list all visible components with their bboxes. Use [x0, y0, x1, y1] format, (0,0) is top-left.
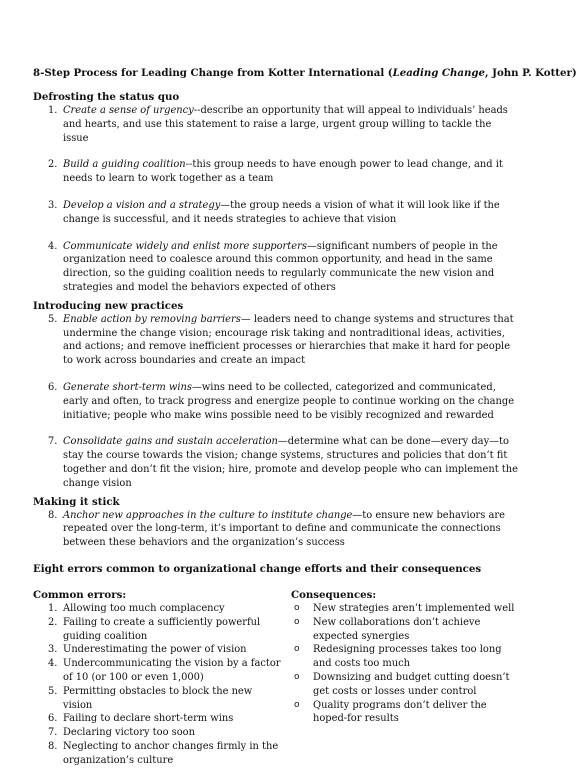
errors-columns [33, 588, 518, 768]
error-text: Allowing too much complacency [63, 602, 225, 614]
error-text: Underestimating the power of vision [63, 644, 247, 656]
consequences-list [291, 602, 519, 726]
errors-heading: Eight errors common to organizational change efforts and their consequences [33, 562, 482, 575]
step-lead: Develop a vision and a strategy [63, 199, 221, 211]
section-heading-making-it-stick: Making it stick [33, 495, 120, 508]
error-item [33, 643, 283, 657]
consequence-text: Quality programs don’t deliver the hoped-for results [313, 699, 487, 725]
step-lead: Anchor new approaches in the culture to institute change [63, 509, 353, 521]
step-text: — leaders need to change systems and structures that undermine the change vision; encourage risk taking and nontraditional ideas, activities, and actions; and remove inefficient processes or hierarchies that make it hard for people to work across boundaries and create an impact [63, 313, 514, 367]
consequence-item [291, 699, 519, 727]
common-errors-column [33, 588, 283, 768]
step-item [33, 435, 518, 490]
step-item [33, 158, 518, 186]
step-item [33, 313, 518, 368]
error-number: 5. [48, 685, 58, 697]
section-heading-introducing: Introducing new practices [33, 299, 184, 312]
consequence-item [291, 643, 519, 671]
step-text: --this group needs to have enough power to lead change, and it needs to learn to work together as a team [63, 159, 503, 185]
consequence-item [291, 602, 519, 616]
error-item [33, 712, 283, 726]
title-book: Leading Change [392, 67, 486, 79]
step-lead: Enable action by removing barriers [63, 313, 241, 325]
document-title [33, 66, 577, 80]
consequences-column [291, 588, 519, 726]
step-number: 1. [48, 105, 58, 116]
error-item [33, 616, 283, 644]
error-item [33, 602, 283, 616]
error-number: 3. [48, 644, 58, 656]
bullet-icon: o [294, 699, 300, 710]
step-number: 7. [48, 436, 58, 448]
error-text: Declaring victory too soon [63, 727, 195, 739]
common-errors-heading: Common errors: [33, 588, 127, 601]
consequence-text: Redesigning processes takes too long and costs too much [313, 644, 502, 670]
steps-list-making-it-stick [33, 509, 518, 550]
step-lead: Build a guiding coalition [63, 159, 186, 171]
error-number: 7. [48, 727, 58, 739]
consequence-item [291, 616, 519, 644]
step-number: 2. [48, 159, 58, 171]
steps-list-defrosting [33, 104, 518, 295]
common-errors-list [33, 602, 283, 768]
bullet-icon: o [294, 602, 300, 613]
step-item [33, 199, 518, 227]
error-text: Permitting obstacles to block the new vision [63, 685, 253, 711]
error-number: 1. [48, 602, 58, 614]
consequence-text: New collaborations don’t achieve expected synergies [313, 616, 481, 642]
consequence-item [291, 671, 519, 699]
bullet-icon: o [294, 671, 300, 682]
step-lead: Create a sense of urgency [63, 105, 194, 116]
step-item [33, 240, 518, 295]
error-number: 6. [48, 713, 58, 725]
step-text: --describe an opportunity that will appeal to individuals’ heads and hearts, and use this statement to raise a large, urgent group willing to tackle the issue [63, 105, 508, 144]
error-text: Neglecting to anchor changes firmly in the organization’s culture [63, 740, 279, 766]
consequences-heading: Consequences: [291, 588, 377, 601]
error-number: 4. [48, 658, 58, 670]
consequence-text: New strategies aren’t implemented well [313, 602, 515, 614]
step-item [33, 509, 518, 550]
step-item [33, 381, 518, 422]
error-text: Failing to create a sufficiently powerful guiding coalition [63, 616, 261, 642]
step-number: 3. [48, 199, 58, 211]
step-lead: Generate short-term wins [63, 381, 192, 393]
step-text: —significant numbers of people in the organization need to coalesce around this common opportunity, and head in the same direction, so the guiding coalition needs to regularly communicate the new vision and strategies and model the behaviors expected of others [63, 240, 498, 293]
error-number: 2. [48, 616, 58, 628]
step-number: 4. [48, 240, 58, 252]
step-lead: Communicate widely and enlist more supporters [63, 240, 307, 252]
error-item [33, 657, 283, 685]
bullet-icon: o [294, 616, 300, 627]
step-number: 5. [48, 313, 58, 325]
step-number: 6. [48, 381, 58, 393]
error-item [33, 726, 283, 740]
consequence-text: Downsizing and budget cutting doesn’t get costs or losses under control [313, 671, 510, 697]
step-text: —determine what can be done—every day—to stay the course towards the vision; change systems, structures and policies that don’t fit together and don’t fit the vision; hire, promote and develop people who can implement the change vision [63, 436, 518, 489]
error-item [33, 685, 283, 713]
step-item [33, 104, 518, 145]
error-text: Undercommunicating the vision by a factor of 10 (or 100 or even 1,000) [63, 658, 281, 683]
step-text: —the group needs a vision of what it will look like if the change is successful, and it needs strategies to achieve that vision [63, 199, 500, 225]
title-prefix: 8-Step Process for Leading Change from Kotter International ( [33, 67, 393, 79]
bullet-icon: o [294, 644, 300, 655]
error-text: Failing to declare short-term wins [63, 713, 234, 725]
step-text: —wins need to be collected, categorized and communicated, early and often, to track progress and energize people to continue working on the change initiative; people who make wins possible need to be visibly recognized and rewarded [63, 381, 515, 421]
title-suffix: , John P. Kotter) [485, 67, 577, 79]
step-number: 8. [48, 509, 58, 521]
error-number: 8. [48, 740, 58, 752]
step-lead: Consolidate gains and sustain acceleration [63, 436, 278, 448]
step-text: —to ensure new behaviors are repeated over the long-term, it’s important to define and communicate the connections between these behaviors and the organization’s success [63, 509, 505, 549]
section-heading-defrosting: Defrosting the status quo [33, 91, 180, 103]
steps-list-introducing [33, 313, 518, 491]
error-item [33, 740, 283, 768]
